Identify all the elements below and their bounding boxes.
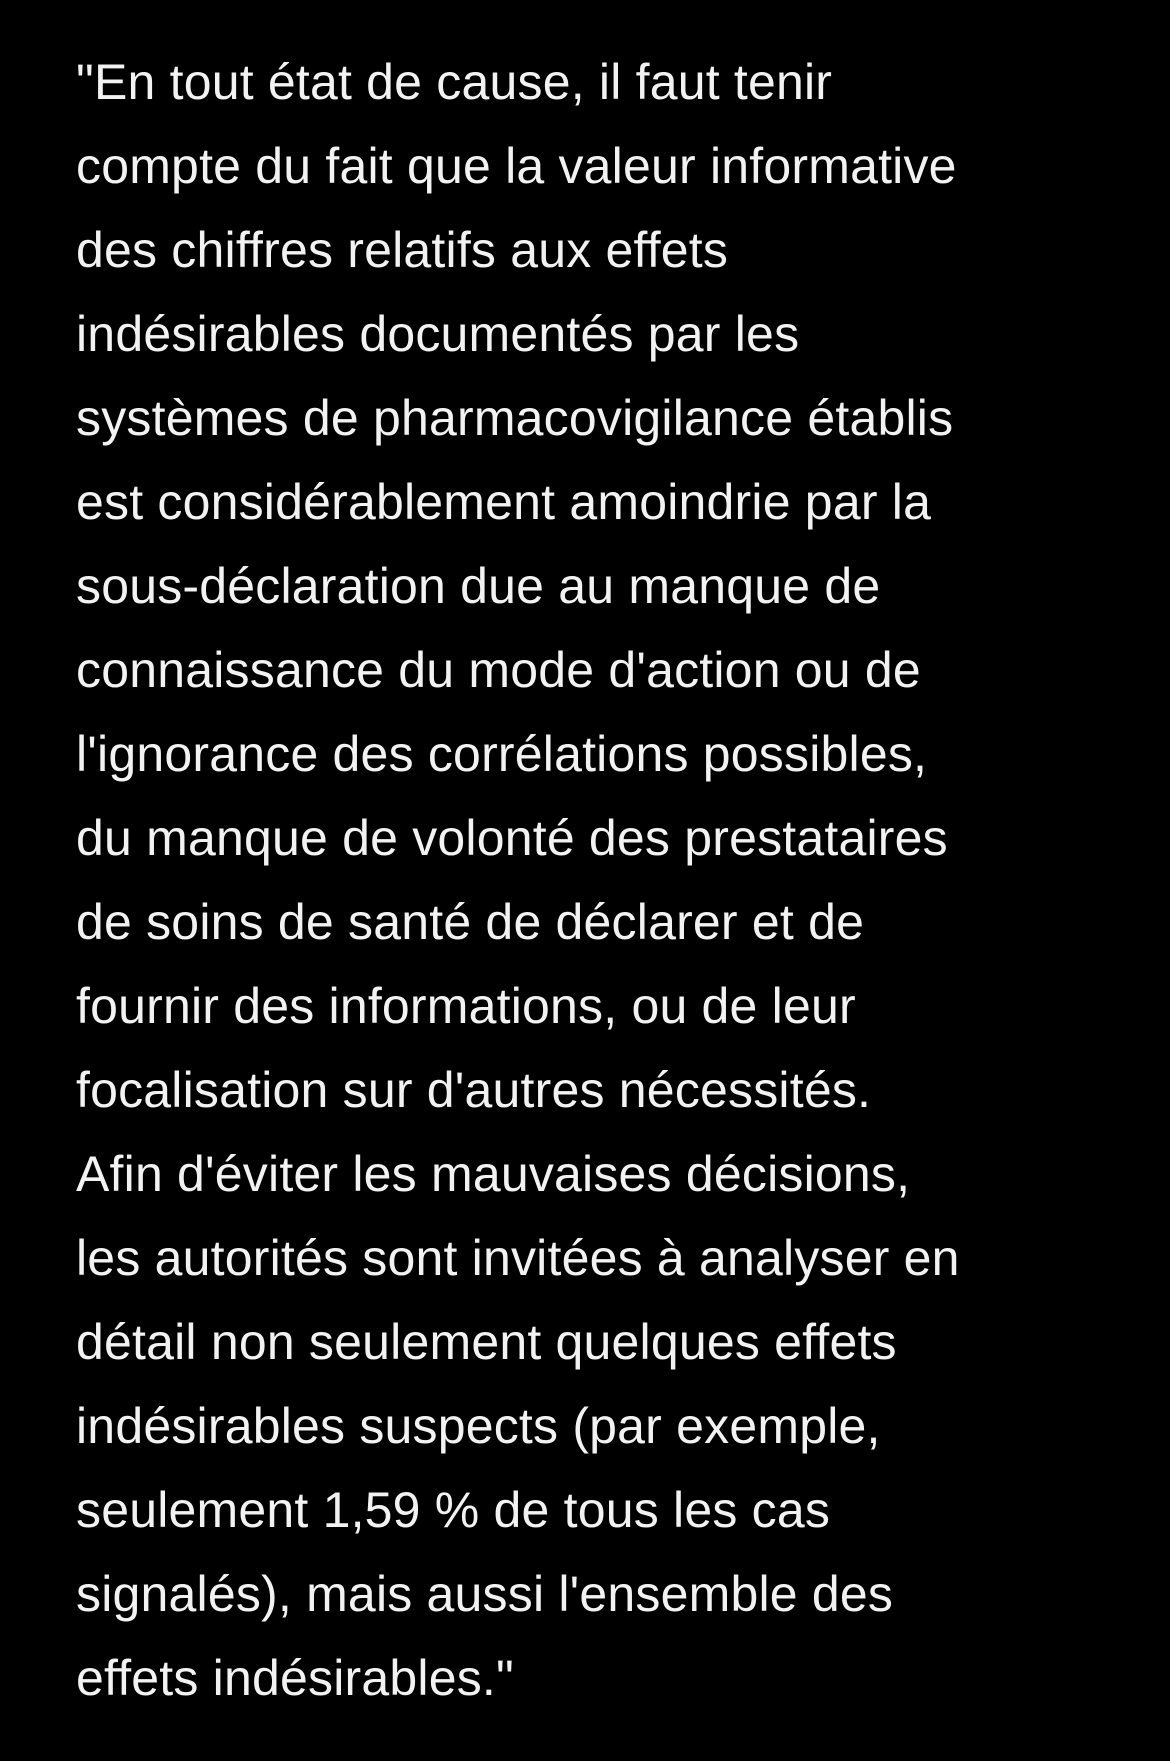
quote-line: des chiffres relatifs aux effets: [76, 222, 729, 278]
quote-line: de soins de santé de déclarer et de: [76, 894, 865, 950]
quote-line: Afin d'éviter les mauvaises décisions,: [76, 1146, 911, 1202]
quote-line: effets indésirables.": [76, 1650, 514, 1706]
quote-line: est considérablement amoindrie par la: [76, 474, 932, 530]
quote-line: indésirables documentés par les: [76, 306, 800, 362]
quote-line: du manque de volonté des prestataires: [76, 810, 948, 866]
quote-line: compte du fait que la valeur informative: [76, 138, 957, 194]
quote-line: fournir des informations, ou de leur: [76, 978, 856, 1034]
quote-line: l'ignorance des corrélations possibles,: [76, 726, 928, 782]
quote-line: détail non seulement quelques effets: [76, 1314, 897, 1370]
quote-line: "En tout état de cause, il faut tenir: [76, 54, 833, 110]
quote-line: connaissance du mode d'action ou de: [76, 642, 921, 698]
quote-line: sous-déclaration due au manque de: [76, 558, 881, 614]
quote-line: focalisation sur d'autres nécessités.: [76, 1062, 872, 1118]
quote-line: les autorités sont invitées à analyser en: [76, 1230, 960, 1286]
quote-line: signalés), mais aussi l'ensemble des: [76, 1566, 894, 1622]
quote-line: seulement 1,59 % de tous les cas: [76, 1482, 831, 1538]
quote-line: systèmes de pharmacovigilance établis: [76, 390, 954, 446]
quote-text: [76, 40, 1136, 1720]
quote-line: indésirables suspects (par exemple,: [76, 1398, 881, 1454]
